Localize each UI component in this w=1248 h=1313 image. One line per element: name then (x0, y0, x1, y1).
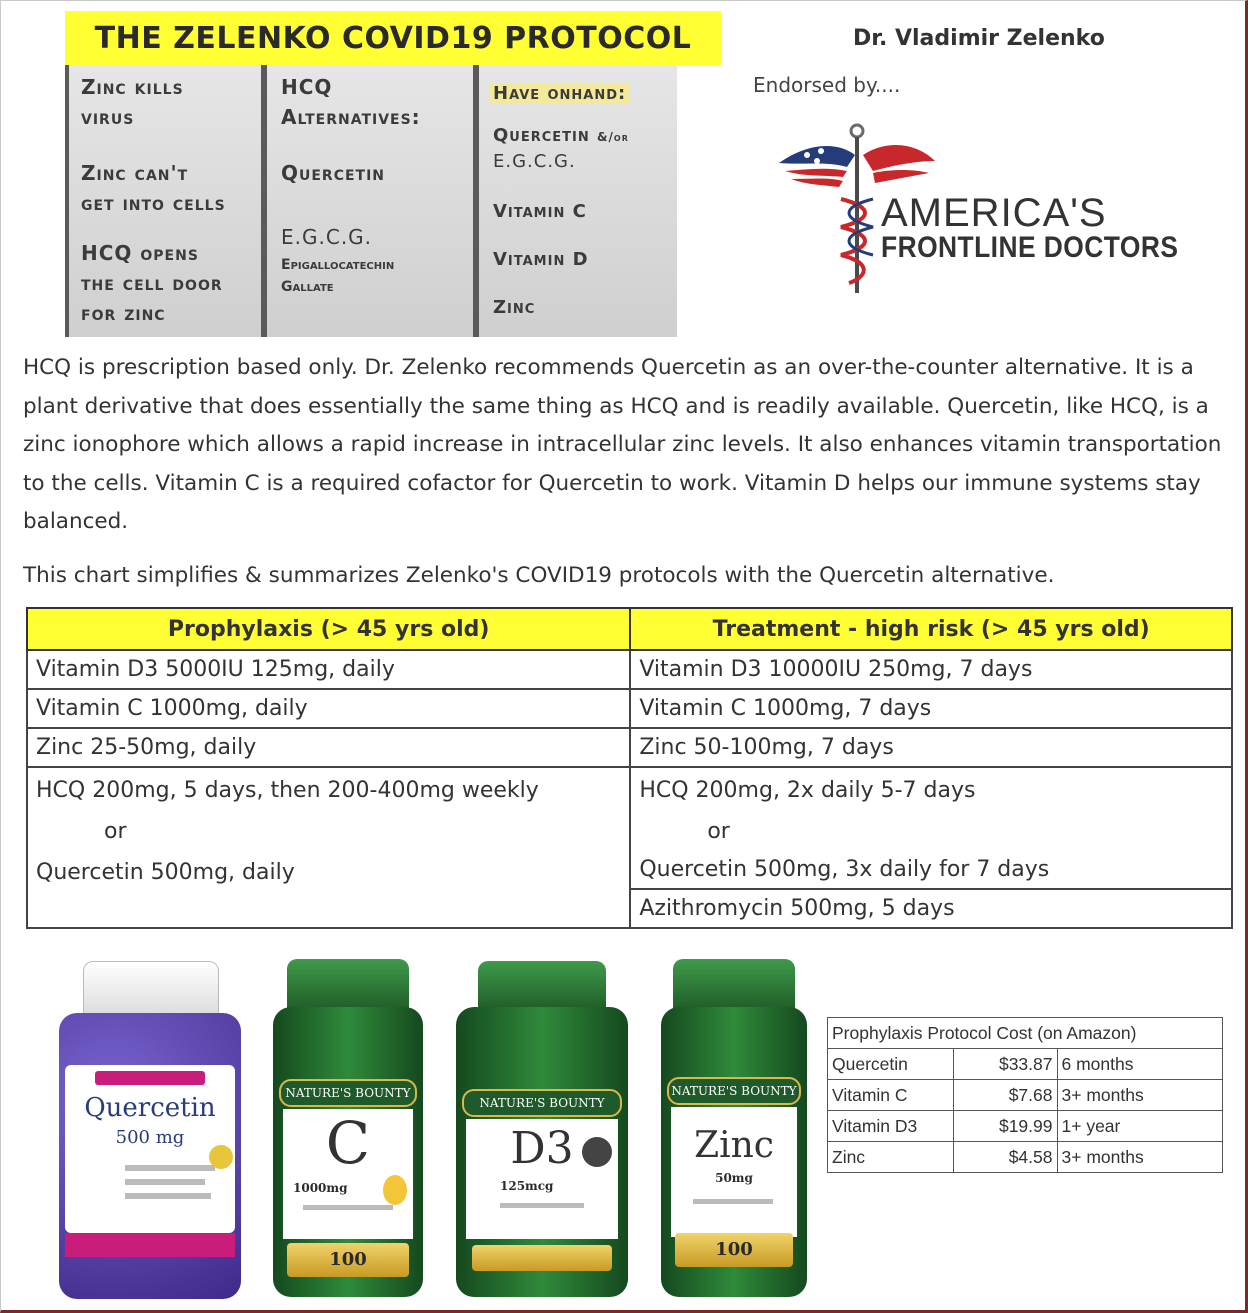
bottle-label-text: Quercetin (84, 1093, 216, 1123)
bottle-brand: NATURE'S BOUNTY (279, 1079, 417, 1107)
panel-text: Vitamin C (493, 201, 587, 222)
logo-text-line2: FRONTLINE DOCTORS (881, 231, 1179, 264)
cost-duration: 6 months (1057, 1049, 1223, 1080)
panel-text: Alternatives: (281, 105, 421, 129)
panel-text: get into cells (81, 191, 226, 215)
summary-sentence: This chart simplifies & summarizes Zelenko's COVID19 protocols with the Quercetin alternative. (23, 563, 1055, 588)
cost-item: Vitamin C (828, 1080, 954, 1111)
table-row (828, 1080, 1223, 1111)
panel-item: Quercetin (493, 125, 590, 146)
table-row (828, 1049, 1223, 1080)
cost-item: Zinc (828, 1142, 954, 1173)
panel-text (489, 79, 630, 108)
column-header-prophylaxis: Prophylaxis (> 45 yrs old) (27, 608, 630, 650)
table-header-row (27, 608, 1232, 650)
protocol-table (26, 607, 1233, 929)
panel-zinc (69, 65, 261, 337)
zinc-bottle-image (661, 959, 807, 1299)
panel-have-onhand (479, 65, 677, 337)
panel-text: Zinc (493, 297, 536, 318)
table-row (828, 1111, 1223, 1142)
panel-text: Epigallocatechin (281, 257, 395, 273)
cost-table (827, 1017, 1223, 1173)
panel-text: E.G.C.G. (493, 151, 576, 172)
table-row (27, 767, 1232, 889)
logo-text-line1: AMERICA'S (881, 191, 1107, 235)
table-cell: Zinc 50-100mg, 7 days (630, 728, 1232, 767)
bottle-label-dose: 125mcg (500, 1179, 554, 1193)
author-name: Dr. Vladimir Zelenko (853, 26, 1105, 51)
table-cell-hcq-treatment (630, 767, 1232, 889)
endorsed-label: Endorsed by.... (753, 73, 901, 97)
cost-duration: 3+ months (1057, 1142, 1223, 1173)
panel-text: Gallate (281, 279, 334, 295)
table-row (27, 689, 1232, 728)
bottle-count: 100 (675, 1233, 793, 1267)
table-cell: Vitamin C 1000mg, daily (27, 689, 630, 728)
panel-text: virus (81, 105, 135, 129)
table-cell: Vitamin D3 10000IU 250mg, 7 days (630, 650, 1232, 689)
cost-price: $4.58 (953, 1142, 1057, 1173)
panel-text: Vitamin D (493, 249, 589, 270)
panel-hcq-alternatives (267, 65, 473, 337)
table-cell-hcq-prophylaxis (27, 767, 630, 928)
panel-text: E.G.C.G. (281, 225, 373, 249)
panel-text: the cell door (81, 271, 223, 295)
panel-text: Zinc kills (81, 75, 184, 99)
bottle-label-dose: 500 mg (115, 1127, 185, 1148)
cell-line: HCQ 200mg, 2x daily 5-7 days (639, 778, 976, 803)
cost-table-header (828, 1018, 1223, 1049)
table-cell: Vitamin D3 5000IU 125mg, daily (27, 650, 630, 689)
bottle-label-text: Zinc (694, 1125, 774, 1166)
highlight: Have onhand: (489, 83, 630, 104)
bottle-label-text: D3 (510, 1123, 574, 1174)
cost-price: $7.68 (953, 1080, 1057, 1111)
bottle-count: 100 (287, 1243, 409, 1277)
page-title: THE ZELENKO COVID19 PROTOCOL (65, 11, 721, 65)
table-row (828, 1142, 1223, 1173)
quercetin-bottle-image (59, 961, 241, 1301)
cell-line: Quercetin 500mg, 3x daily for 7 days (639, 857, 1050, 882)
cell-line-or: or (104, 819, 127, 844)
bottle-brand: NATURE'S BOUNTY (667, 1077, 801, 1105)
table-cell: Zinc 25-50mg, daily (27, 728, 630, 767)
cost-duration: 1+ year (1057, 1111, 1223, 1142)
table-cell: Azithromycin 500mg, 5 days (630, 889, 1232, 928)
panel-text: Quercetin (281, 161, 386, 185)
cost-item: Vitamin D3 (828, 1111, 954, 1142)
bottle-label-dose: 1000mg (293, 1181, 348, 1195)
vitamin-c-bottle-image (273, 959, 423, 1299)
panel-item-suffix: &/or (597, 130, 629, 144)
info-panels-photo (65, 65, 677, 337)
table-row (27, 728, 1232, 767)
panel-text: HCQ opens (81, 241, 199, 265)
cell-line-or: or (707, 819, 730, 844)
description-paragraph: HCQ is prescription based only. Dr. Zelenko recommends Quercetin as an over-the-counter alternative. It is a plant derivative that does essentially the same thing as HCQ and is readily available. Quercetin, like HCQ, is a zinc ionophore which allows a rapid increase in intracellular zinc levels. It also enhances vitamin transportation to the cells. Vitamin C is a required cofactor for Quercetin to work. Vitamin D helps our immune systems stay balanced. (23, 355, 1222, 534)
cost-item: Quercetin (828, 1049, 954, 1080)
bottle-brand: NATURE'S BOUNTY (462, 1089, 622, 1117)
vitamin-d3-bottle-image (456, 961, 628, 1301)
panel-text: HCQ (281, 75, 333, 99)
cost-duration: 3+ months (1057, 1080, 1223, 1111)
bottle-label-text: C (325, 1109, 371, 1177)
cost-price: $19.99 (953, 1111, 1057, 1142)
table-row (27, 650, 1232, 689)
cost-price: $33.87 (953, 1049, 1057, 1080)
bottle-label-dose: 50mg (715, 1171, 753, 1185)
cell-line: HCQ 200mg, 5 days, then 200-400mg weekly (36, 778, 539, 803)
cell-line: Quercetin 500mg, daily (36, 860, 295, 885)
panel-text: Zinc can't (81, 161, 189, 185)
cost-table-title: Prophylaxis Protocol Cost (on Amazon) (828, 1018, 1223, 1049)
panel-text: for zinc (81, 301, 166, 325)
column-header-treatment: Treatment - high risk (> 45 yrs old) (630, 608, 1232, 650)
table-cell: Vitamin C 1000mg, 7 days (630, 689, 1232, 728)
